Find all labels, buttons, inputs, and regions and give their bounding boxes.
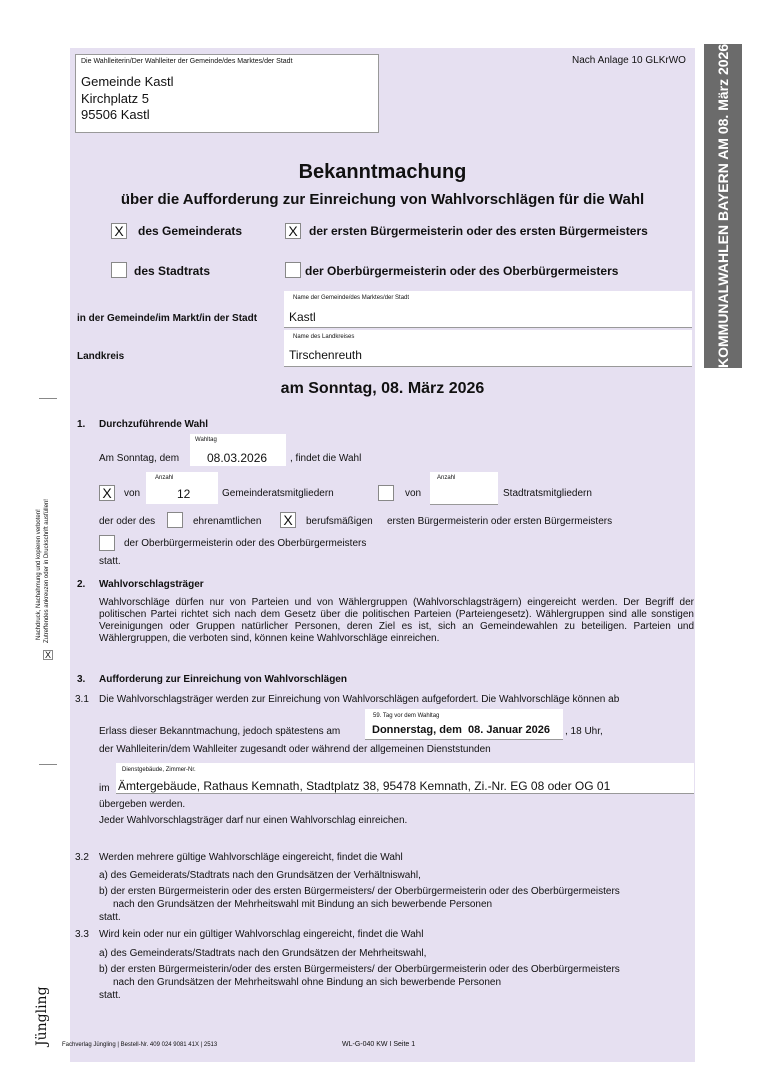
deadline-caption: 59. Tag vor dem Wahltag <box>373 713 440 719</box>
district-value: Tirschenreuth <box>289 348 362 362</box>
checkbox-oberbuergermeister[interactable] <box>285 262 301 278</box>
council-count-caption: Anzahl <box>155 475 174 481</box>
margin-tick-top <box>39 398 57 399</box>
checkbox-stadtrat[interactable] <box>111 262 127 278</box>
p32-statt: statt. <box>99 912 121 923</box>
address-line-1: Gemeinde Kastl <box>81 74 174 89</box>
deadline-date: 08. Januar 2026 <box>468 724 550 736</box>
election-date-heading: am Sonntag, 08. März 2026 <box>280 380 485 397</box>
section-2-title: Wahlvorschlagsträger <box>99 579 204 590</box>
section-2-number: 2. <box>77 579 86 590</box>
publisher-logo: Jüngling <box>34 986 50 1046</box>
option-buergermeister-label: der ersten Bürgermeisterin oder des ersten Bürgermeisters <box>309 224 648 238</box>
section-1-statt: statt. <box>99 556 121 567</box>
district-label: Landkreis <box>77 351 125 362</box>
municipality-label: in der Gemeinde/im Markt/in der Stadt <box>77 313 258 324</box>
p33-text: Wird kein oder nur ein gültiger Wahlvorschlag eingereicht, findet die Wahl <box>99 929 424 940</box>
section-2-body: Wahlvorschläge dürfen nur von Parteien und von Wählergruppen (Wahlvorschlagsträgern) eingereicht werden. Der Begriff der politischen Partei richtet sich nach dem Gesetz über die politischen Parteien (Parteiengesetz). Wählergruppen sind alle sonstigen Vereinigungen oder Gruppen natürlicher Personen, deren Ziel es ist, sich an Gemeindewahlen zu beteiligen. Parteien und Wählergruppen, die verboten sind, können keine Wahlvorschläge einreichen. <box>99 597 694 644</box>
city-members-label: Stadtratsmitgliedern <box>503 488 592 499</box>
checkbox-professional[interactable]: X <box>280 512 296 528</box>
municipality-caption: Name der Gemeinde/des Marktes/der Stadt <box>293 295 410 301</box>
district-caption: Name des Landkreises <box>293 334 355 340</box>
checkbox-gemeinderat[interactable]: X <box>111 223 127 239</box>
p31-line2: Erlass dieser Bekanntmachung, jedoch spätestens am <box>99 726 341 737</box>
checkbox-council-count[interactable]: X <box>99 485 115 501</box>
checkbox-honorary[interactable] <box>167 512 183 528</box>
im-label: im <box>99 783 110 794</box>
p33-b1: b) der ersten Bürgermeisterin/oder des ersten Bürgermeisters/ der Oberbürgermeisterin oder des Oberbürgermeisters <box>99 964 620 975</box>
p33-b2: nach den Grundsätzen der Mehrheitswahl ohne Bindung an sich bewerbende Personen <box>113 977 502 988</box>
page-title: Bekanntmachung <box>298 161 467 183</box>
margin-tick-bottom <box>39 764 57 765</box>
footer-form-id: WL-G-040 KW I Seite 1 <box>342 1041 416 1048</box>
election-day-caption: Wahltag <box>195 437 217 443</box>
city-count-caption: Anzahl <box>437 475 456 481</box>
council-count-value: 12 <box>177 487 191 501</box>
lord-mayor-label: der Oberbürgermeisterin oder des Oberbürgermeisters <box>124 538 367 549</box>
checkbox-city-count[interactable] <box>378 485 394 501</box>
professional-label: berufsmäßigen <box>306 516 373 527</box>
p32-a: a) des Gemeiderats/Stadtrats nach den Grundsätzen der Verhältniswahl, <box>99 870 421 881</box>
section-1-number: 1. <box>77 419 86 430</box>
p32-text: Werden mehrere gültige Wahlvorschläge eingereicht, findet die Wahl <box>99 852 403 863</box>
page-subtitle: über die Aufforderung zur Einreichung von Wahlvorschlägen für die Wahl <box>120 191 645 208</box>
sidebar-banner-text: KOMMUNALWAHLEN BAYERN AM 08. März 2026 <box>715 43 731 369</box>
option-stadtrat-label: des Stadtrats <box>134 264 211 278</box>
p33-statt: statt. <box>99 990 121 1001</box>
deadline-suffix: , 18 Uhr, <box>565 726 603 737</box>
checkbox-lord-mayor[interactable] <box>99 535 115 551</box>
p31-number: 3.1 <box>75 694 89 705</box>
p31-line5: Jeder Wahlvorschlagsträger darf nur einen Wahlvorschlag einreichen. <box>99 815 408 826</box>
deadline-weekday: Donnerstag, dem <box>372 724 462 736</box>
option-oberbuergermeister-label: der Oberbürgermeisterin oder des Oberbürgermeisters <box>305 264 619 278</box>
p33-number: 3.3 <box>75 929 89 940</box>
annex-label: Nach Anlage 10 GLKrWO <box>572 55 686 66</box>
footer-publisher: Fachverlag Jüngling | Bestell-Nr. 409 024 9081 41X | 2513 <box>62 1042 218 1048</box>
p32-number: 3.2 <box>75 852 89 863</box>
election-day-value: 08.03.2026 <box>207 451 268 465</box>
section-1-title: Durchzuführende Wahl <box>99 419 209 430</box>
margin-hint-checkbox: X <box>44 650 51 660</box>
p33-a: a) des Gemeinderats/Stadtrats nach den Grundsätzen der Mehrheitswahl, <box>99 948 427 959</box>
section-3-title: Aufforderung zur Einreichung von Wahlvorschlägen <box>99 674 347 685</box>
margin-copyright-text: Nachdruck, Nachahmung und kopieren verboten! <box>36 509 42 640</box>
council-members-label: Gemeinderatsmitgliedern <box>222 488 334 499</box>
p31-text: Die Wahlvorschlagsträger werden zur Einreichung von Wahlvorschlägen aufgefordert. Die Wahlvorschläge können ab <box>99 694 620 705</box>
office-value: Ämtergebäude, Rathaus Kemnath, Stadtplatz 38, 95478 Kemnath, Zi.-Nr. EG 08 oder OG 01 <box>118 779 611 793</box>
municipality-value: Kastl <box>289 310 316 324</box>
der-oder-des-label: der oder des <box>99 516 156 527</box>
address-line-3: 95506 Kastl <box>81 107 150 122</box>
address-line-2: Kirchplatz 5 <box>81 91 149 106</box>
p32-b2: nach den Grundsätzen der Mehrheitswahl mit Bindung an sich bewerbende Personen <box>113 899 493 910</box>
address-caption: Die Wahlleiterin/Der Wahlleiter der Gemeinde/des Marktes/der Stadt <box>81 58 293 65</box>
city-von-label: von <box>405 488 422 499</box>
margin-hint-text: Zutreffendes ankreuzen oder in Druckschrift ausfüllen! <box>44 499 50 643</box>
p31-line3: der Wahlleiterin/dem Wahlleiter zugesandt oder während der allgemeinen Dienststunden <box>99 744 491 755</box>
p31-line4: übergeben werden. <box>99 799 186 810</box>
election-day-suffix: , findet die Wahl <box>290 453 362 464</box>
section-3-number: 3. <box>77 674 86 685</box>
council-von-label: von <box>124 488 141 499</box>
p32-b1: b) der ersten Bürgermeisterin oder des ersten Bürgermeisters/ der Oberbürgermeisterin oder des Oberbürgermeisters <box>99 886 620 897</box>
mayor-label: ersten Bürgermeisterin oder ersten Bürgermeisters <box>387 516 613 527</box>
honorary-label: ehrenamtlichen <box>193 516 262 527</box>
election-day-prefix: Am Sonntag, dem <box>99 453 180 464</box>
checkbox-buergermeister[interactable]: X <box>285 223 301 239</box>
option-gemeinderat-label: des Gemeinderats <box>138 224 243 238</box>
office-caption: Dienstgebäude, Zimmer-Nr. <box>122 767 196 773</box>
